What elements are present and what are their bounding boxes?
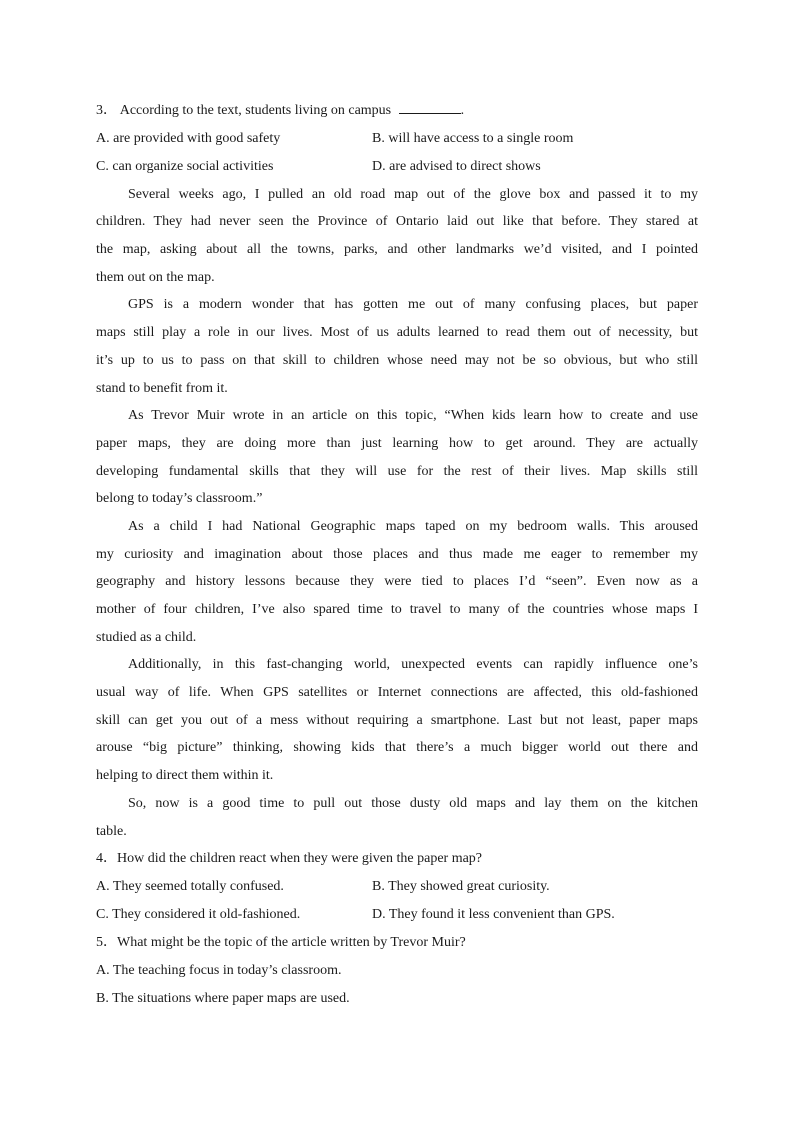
paragraph-line: arouse “big picture” thinking, showing kids that there’s a much bigger world out there and — [96, 740, 698, 756]
paragraph-line: it’s up to us to pass on that skill to children whose need may not be so obvious, but who still — [96, 352, 698, 368]
question-4-options-row-2 — [96, 901, 698, 929]
question-3-number: 3． — [96, 103, 117, 118]
question-4-options-row-1 — [96, 873, 698, 901]
paragraph-line: developing fundamental skills that they will use for the rest of their lives. Map skills still — [96, 463, 698, 479]
passage-paragraph — [96, 181, 698, 292]
question-4: 4．How did the children react when they were given the paper map? — [96, 851, 483, 867]
option-a: A. are provided with good safety — [96, 130, 281, 146]
paragraph-line: Several weeks ago, I pulled an old road map out of the glove box and passed it to my — [128, 186, 698, 202]
passage-paragraph — [96, 651, 698, 789]
passage-paragraph — [96, 291, 698, 402]
paragraph-line: children. They had never seen the Province of Ontario laid out like that before. They stared at — [96, 214, 698, 230]
option-b: B. They showed great curiosity. — [372, 878, 550, 894]
option-a: A. They seemed totally confused. — [96, 878, 284, 894]
option-b: B. will have access to a single room — [372, 130, 574, 146]
question-5: 5．What might be the topic of the article written by Trevor Muir? — [96, 934, 466, 950]
paragraph-line: So, now is a good time to pull out those dusty old maps and lay them on the kitchen — [128, 795, 698, 811]
paragraph-line: usual way of life. When GPS satellites or Internet connections are affected, this old-fashioned — [96, 685, 698, 701]
option-d: D. They found it less convenient than GPS. — [372, 906, 615, 922]
paragraph-line: Additionally, in this fast-changing world, unexpected events can rapidly influence one’s — [128, 657, 698, 673]
option-c: C. can organize social activities — [96, 158, 274, 174]
paragraph-line: mother of four children, I’ve also spared time to travel to many of the countries whose maps I — [96, 602, 698, 617]
paragraph-line: maps still play a role in our lives. Most of us adults learned to read them out of necessity, but — [96, 325, 698, 341]
paragraph-line: stand to benefit from it. — [96, 380, 228, 396]
passage-paragraph — [96, 402, 698, 513]
option-a: A. The teaching focus in today’s classroom. — [96, 962, 342, 978]
paragraph-line: them out on the map. — [96, 269, 215, 285]
paragraph-line: As a child I had National Geographic maps taped on my bedroom walls. This aroused — [128, 518, 698, 534]
option-d: D. are advised to direct shows — [372, 158, 541, 174]
option-b: B. The situations where paper maps are used. — [96, 990, 350, 1006]
question-3-options-row-2 — [96, 153, 698, 181]
paragraph-line: helping to direct them within it. — [96, 768, 274, 784]
passage-paragraph — [96, 790, 698, 845]
paragraph-line: GPS is a modern wonder that has gotten me out of many confusing places, but paper — [128, 297, 698, 313]
question-3-text: According to the text, students living on campus — [119, 103, 392, 118]
paragraph-line: As Trevor Muir wrote in an article on this topic, “When kids learn how to create and use — [128, 408, 698, 424]
option-c: C. They considered it old-fashioned. — [96, 906, 301, 922]
paragraph-line: my curiosity and imagination about those places and thus made me eager to remember my — [96, 546, 698, 562]
paragraph-line: skill can get you out of a mess without requiring a smartphone. Last but not least, paper maps — [96, 712, 698, 728]
paragraph-line: studied as a child. — [96, 629, 197, 645]
question-3 — [96, 97, 698, 125]
paragraph-line: table. — [96, 823, 127, 839]
paragraph-line: geography and history lessons because they were tied to places I’d “seen”. Even now as a — [96, 574, 698, 590]
paragraph-line: the map, asking about all the towns, parks, and other landmarks we’d visited, and I pointed — [96, 242, 698, 258]
question-3-options-row-1 — [96, 125, 698, 153]
paragraph-line: paper maps, they are doing more than just learning how to get around. They are actually — [96, 435, 698, 451]
reading-passage — [96, 181, 698, 846]
passage-paragraph — [96, 513, 698, 651]
question-5-option-b-row — [96, 985, 698, 1013]
question-3-end: . — [460, 103, 465, 118]
paragraph-line: belong to today’s classroom.” — [96, 491, 263, 507]
answer-blank — [399, 99, 461, 114]
exam-page — [96, 95, 698, 1013]
question-5-option-a-row — [96, 957, 698, 985]
